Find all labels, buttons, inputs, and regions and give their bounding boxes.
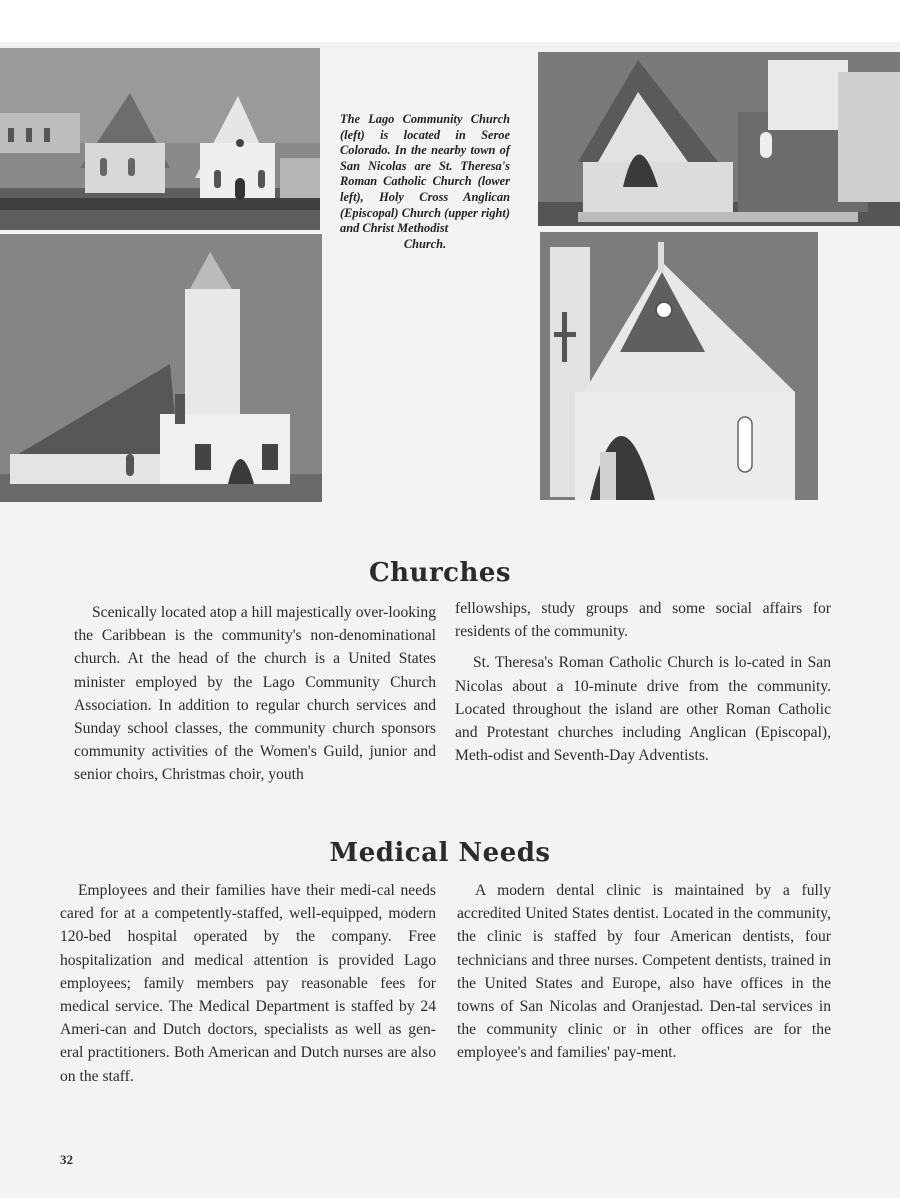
caption-last-line: Church. [403,236,447,251]
medical-needs-heading: Medical Needs [329,838,551,868]
page-number: 32 [60,1152,73,1167]
medical-left-column [60,879,436,1088]
medical-right-column [457,879,831,1065]
caption-text: The Lago Community Church (left) is located in Seroe Colorado. In the nearby town of San Nicolas are St. Theresa's Roman Catholic Church (lower left), Holy Cross Anglican (Episcopal) Church (upper right) and Christ Methodist [340,112,510,236]
medical-paragraph-1: Employees and their families have their medi-cal needs cared for at a competently-staffed, well-equipped, modern 120-bed hospital operated by the company. Free hospitalization and medical attention is provided Lago employees; family members pay reasonable fees for medical service. The Medical Department is staffed by 24 Ameri-can and Dutch doctors, specialists as well as gen-eral practitioners. Both American and Dutch nurses are also on the staff. [60,882,436,1085]
photo-caption [340,112,510,252]
churches-left-column [74,601,436,787]
churches-right-column [455,597,831,767]
medical-paragraph-2: A modern dental clinic is maintained by a fully accredited United States dentist. Located in the community, the clinic is staffed by four American dentists, four technicians and three nurses. Competent dentists, trained in the United States and Europe, also have offices in the towns of San Nicolas and Oranjestad. Den-tal services in the community clinic or in other offices are for the employee's and families' pay-ment. [457,882,831,1062]
holy-cross-anglican-church-photo [538,52,900,226]
churches-heading: Churches [368,558,512,588]
churches-paragraph-3: St. Theresa's Roman Catholic Church is lo-cated in San Nicolas about a 10-minute drive from the community. Located throughout the island are other Roman Catholic and Protestant churches including Anglican (Episcopal), Meth-odist and Seventh-Day Adventists. [455,654,831,765]
lago-community-church-photo [0,48,320,230]
christ-methodist-church-photo [540,232,818,500]
st-theresa-church-photo [0,234,322,502]
churches-paragraph-2: fellowships, study groups and some social affairs for residents of the community. [455,600,831,641]
churches-paragraph-1: Scenically located atop a hill majestically over-looking the Caribbean is the community's non-denominational church. At the head of the church is a United States minister employed by the Lago Community Church Association. In addition to regular church services and Sunday school classes, the community church sponsors community activities of the Women's Guild, junior and senior choirs, Christmas choir, youth [74,604,436,784]
